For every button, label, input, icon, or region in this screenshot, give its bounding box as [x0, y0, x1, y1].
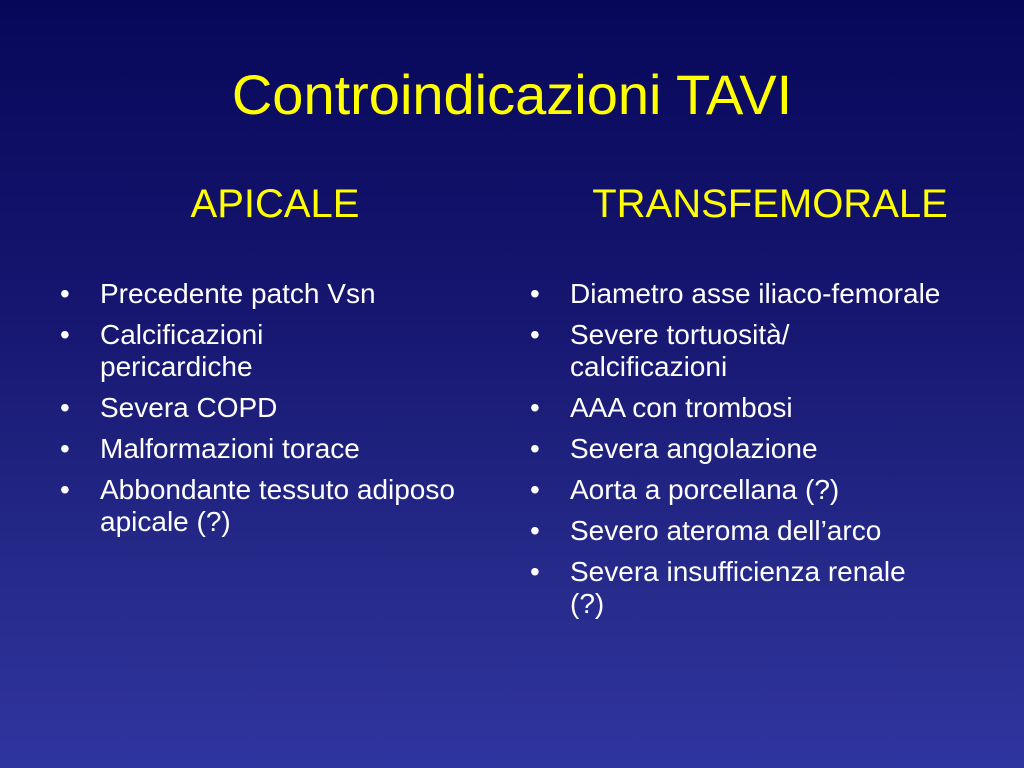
bullet-icon: • [530, 474, 540, 505]
list-item [528, 319, 900, 383]
bullet-icon: • [60, 392, 70, 423]
bullet-icon: • [530, 278, 540, 309]
transfemorale-list [528, 278, 968, 629]
list-item-text: Severa angolazione [570, 433, 818, 464]
list-item-text: AAA con trombosi [570, 392, 793, 423]
apicale-list [58, 278, 478, 547]
list-item-text: Severe tortuosità/ calcificazioni [570, 319, 790, 382]
bullet-icon: • [60, 319, 70, 350]
list-item [528, 433, 968, 465]
list-item [528, 515, 968, 547]
list-item [528, 474, 968, 506]
list-item [58, 433, 478, 465]
list-item-text: Abbondante tessuto adiposo apicale (?) [100, 474, 455, 537]
bullet-icon: • [530, 433, 540, 464]
list-item-text: Calcificazioni pericardiche [100, 319, 264, 382]
list-item-text: Severo ateroma dell’arco [570, 515, 882, 546]
bullet-icon: • [60, 474, 70, 505]
list-item [528, 392, 968, 424]
bullet-icon: • [60, 278, 70, 309]
bullet-icon: • [530, 515, 540, 546]
list-item-text: Aorta a porcellana (?) [570, 474, 840, 505]
list-item-text: Malformazioni torace [100, 433, 360, 464]
bullet-icon: • [530, 319, 540, 350]
list-item [58, 278, 478, 310]
list-item [58, 392, 478, 424]
slide-title: Controindicazioni TAVI [231, 63, 793, 126]
list-item-text: Severa insufficienza renale (?) [570, 556, 906, 619]
bullet-icon: • [60, 433, 70, 464]
list-item [58, 474, 460, 538]
bullet-icon: • [530, 556, 540, 587]
bullet-icon: • [530, 392, 540, 423]
list-item-text: Severa COPD [100, 392, 278, 423]
list-item-text: Diametro asse iliaco-femorale [570, 278, 941, 309]
heading-transfemorale: TRANSFEMORALE [592, 182, 948, 226]
list-item [528, 556, 930, 620]
heading-apicale: APICALE [190, 182, 360, 226]
list-item-text: Precedente patch Vsn [100, 278, 376, 309]
list-item [528, 278, 950, 310]
list-item [58, 319, 360, 383]
